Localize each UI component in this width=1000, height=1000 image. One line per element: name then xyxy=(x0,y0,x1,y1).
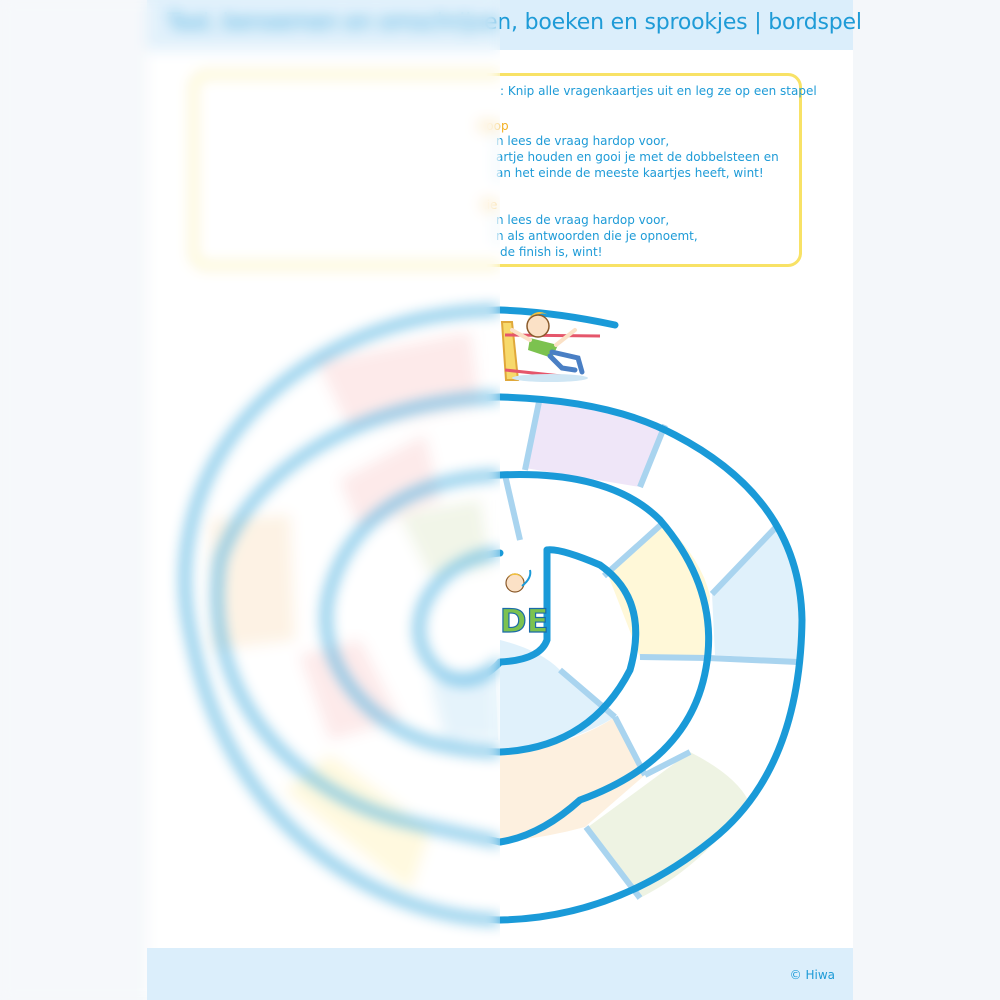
rules-heading-course: rloop xyxy=(478,119,509,133)
track-outer xyxy=(500,310,615,325)
rules-line-course-1: n lees de vraag hardop voor, xyxy=(496,134,670,148)
rules-line-course-3: an het einde de meeste kaartjes heeft, wint! xyxy=(496,166,764,180)
rules-line-variation-2: n als antwoorden die je opnoemt, xyxy=(496,229,698,243)
tile-divider xyxy=(708,658,798,662)
tile-divider xyxy=(505,475,520,540)
character-body xyxy=(528,338,558,358)
rules-line-variation-3: de finish is, wint! xyxy=(500,245,603,259)
logo-text: DE xyxy=(500,602,549,640)
tile-divider xyxy=(640,657,708,658)
rules-line-course-2: artje houden en gooi je met de dobbelsteen en xyxy=(496,150,779,164)
rules-heading-variation: tie xyxy=(482,198,498,212)
character-head xyxy=(527,315,549,337)
character-shadow xyxy=(512,374,588,382)
rules-line-variation-1: n lees de vraag hardop voor, xyxy=(496,213,670,227)
center-logo xyxy=(500,570,548,640)
copyright-notice: © Hiwa xyxy=(789,968,835,982)
rules-line-preparation: : Knip alle vragenkaartjes uit en leg ze op een stapel xyxy=(500,84,817,98)
footer-bar xyxy=(147,948,853,1000)
character-legs xyxy=(550,352,582,372)
page-title: Taal, benoemen en omschrijven, boeken en sprookjes | bordspel xyxy=(167,10,862,35)
